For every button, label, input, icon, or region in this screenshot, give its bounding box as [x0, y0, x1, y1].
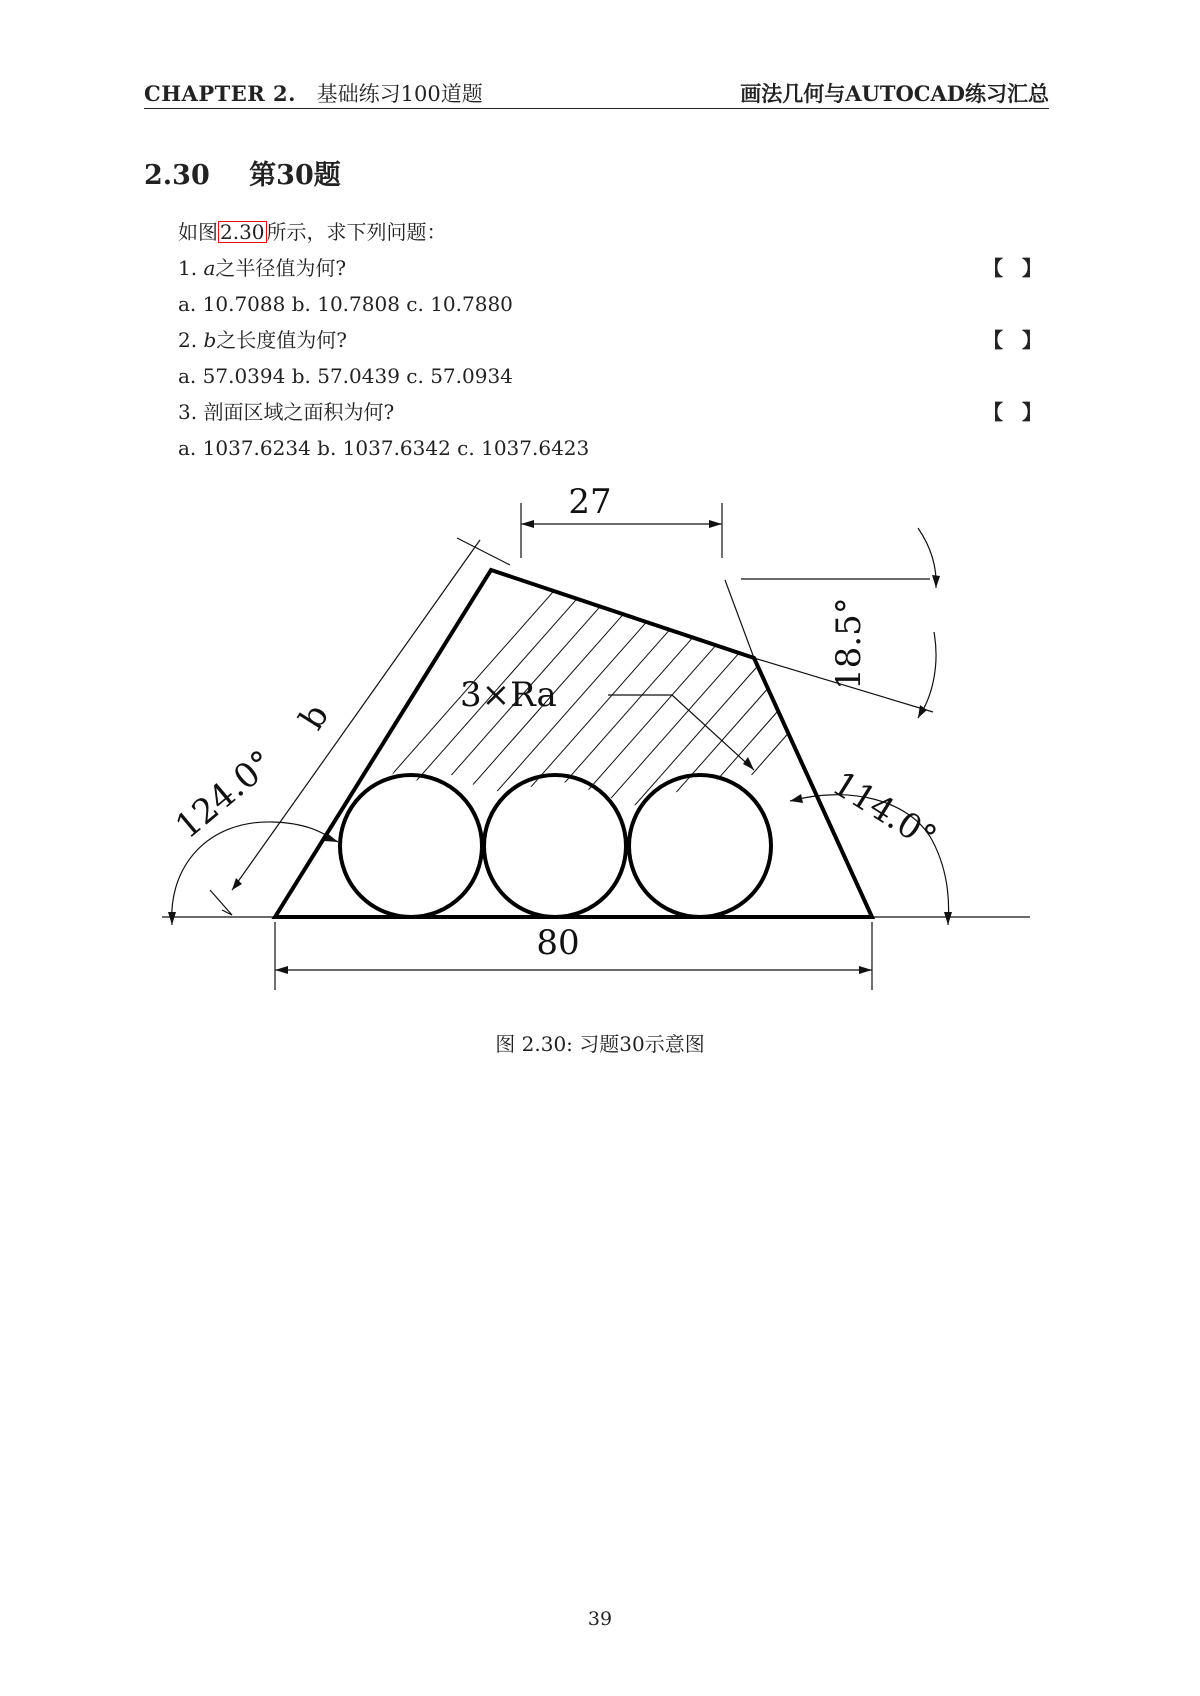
chapter-title: 基础练习100道题	[316, 82, 483, 106]
dim-bottom-label: 80	[536, 923, 580, 963]
question-number: 1.	[178, 256, 204, 280]
figure-ref-link[interactable]: 2.30	[220, 220, 265, 244]
page-number: 39	[587, 1608, 613, 1630]
arrowheads	[168, 520, 952, 974]
section-title: 第30题	[249, 160, 341, 191]
intro-prefix: 如图	[178, 220, 218, 244]
technical-drawing	[150, 470, 1040, 1000]
section-number: 2.30	[144, 160, 210, 191]
header-chapter	[144, 78, 483, 108]
question-number: 2.	[178, 328, 204, 352]
circle-3	[629, 775, 771, 917]
label-b: b	[291, 697, 338, 737]
question-3	[178, 398, 1048, 434]
circle-1	[340, 775, 482, 917]
figure-2-30	[150, 470, 1040, 1000]
question-text: 剖面区域之面积为何?	[203, 400, 395, 424]
intro-line	[178, 218, 1048, 254]
dim-top-label: 27	[568, 482, 612, 522]
figure-caption: 图 2.30: 习题30示意图	[495, 1032, 705, 1056]
question-1	[178, 254, 1048, 290]
section-heading	[144, 153, 341, 192]
book-title: 画法几何与AUTOCAD练习汇总	[740, 81, 1049, 106]
question-variable: a	[203, 256, 216, 280]
main-outline	[275, 570, 872, 917]
question-2	[178, 326, 1048, 362]
question-variable: b	[203, 328, 217, 352]
chapter-label: CHAPTER 2.	[144, 81, 296, 106]
options-2: a. 57.0394 b. 57.0439 c. 57.0934	[178, 364, 513, 388]
options-1: a. 10.7088 b. 10.7808 c. 10.7880	[178, 292, 513, 316]
question-number: 3.	[178, 400, 204, 424]
angle-left-label: 124.0°	[168, 742, 282, 847]
intro-suffix: 所示，求下列问题：	[266, 220, 447, 244]
circle-2	[484, 775, 626, 917]
question-text: 之半径值为何?	[215, 256, 347, 280]
page-header	[144, 78, 1049, 109]
options-3: a. 1037.6234 b. 1037.6342 c. 1037.6423	[178, 436, 590, 460]
answer-bracket: 【 】	[983, 256, 1048, 280]
answer-bracket: 【 】	[983, 400, 1048, 424]
question-text: 之长度值为何?	[216, 328, 347, 352]
angle-right-label: 114.0°	[825, 763, 944, 859]
angle-right-top-label: 18.5°	[829, 597, 869, 690]
answer-bracket: 【 】	[983, 328, 1048, 352]
label-3xra: 3×Ra	[460, 675, 557, 715]
question-block	[178, 218, 1048, 470]
